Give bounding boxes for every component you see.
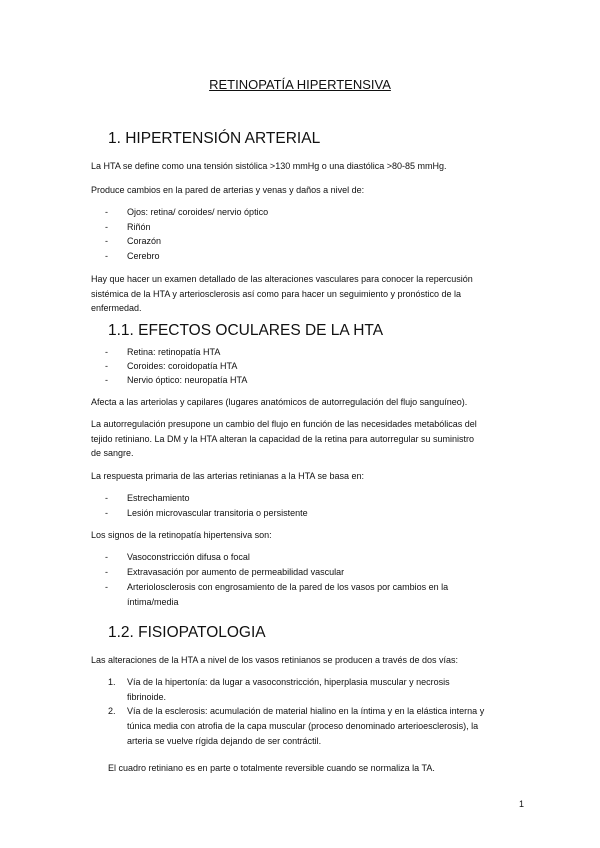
bullet-dash: -	[105, 361, 108, 371]
list-item: Nervio óptico: neuropatía HTA	[127, 375, 248, 385]
paragraph	[91, 272, 473, 316]
bullet-dash: -	[105, 552, 108, 562]
heading-fisiopatologia: 1.2. FISIOPATOLOGIA	[108, 624, 266, 641]
paragraph: Las alteraciones de la HTA a nivel de los vasos retinianos se producen a través de dos vías:	[91, 655, 459, 665]
bullet-dash: -	[105, 375, 108, 385]
bullet-dash: -	[105, 508, 108, 518]
list-item: Vía de la hipertonía: da lugar a vasoconstricción, hiperplasia muscular y necrosis	[127, 677, 450, 687]
paragraph	[91, 417, 477, 461]
list-item: arteria se vuelve rígida dejando de ser contráctil.	[127, 736, 322, 746]
paragraph: La respuesta primaria de las arterias retinianas a la HTA se basa en:	[91, 471, 364, 481]
list-item: Retina: retinopatía HTA	[127, 347, 221, 357]
heading-hipertension: 1. HIPERTENSIÓN ARTERIAL	[108, 130, 321, 147]
bullet-dash: -	[105, 567, 108, 577]
text-line: de sangre.	[91, 448, 134, 459]
list-item: Estrechamiento	[127, 493, 190, 503]
paragraph: Los signos de la retinopatía hipertensiva son:	[91, 530, 272, 540]
list-item: Corazón	[127, 236, 162, 246]
list-item: Coroides: coroidopatía HTA	[127, 361, 238, 371]
list-item: Arteriolosclerosis con engrosamiento de la pared de los vasos por cambios en la	[127, 582, 449, 592]
bullet-dash: -	[105, 207, 108, 217]
heading-efectos-oculares: 1.1. EFECTOS OCULARES DE LA HTA	[108, 322, 384, 339]
text-line: Hay que hacer un examen detallado de las alteraciones vasculares para conocer la repercusión	[91, 274, 473, 284]
bullet-dash: -	[105, 221, 108, 232]
document-title: RETINOPATÍA HIPERTENSIVA	[209, 77, 391, 92]
list-item: Riñón	[127, 221, 151, 232]
paragraph: Afecta a las arteriolas y capilares (lugares anatómicos de autorregulación del flujo sanguíneo).	[91, 397, 468, 407]
list-item: Vía de la esclerosis: acumulación de material hialino en la íntima y en la elástica interna y	[127, 706, 485, 716]
text-line: tejido retiniano. La DM y la HTA alteran la capacidad de la retina para autorregular su suministro	[91, 433, 475, 444]
list-item: Ojos: retina/ coroides/ nervio óptico	[127, 207, 269, 217]
paragraph: El cuadro retiniano es en parte o totalmente reversible cuando se normaliza la TA.	[108, 763, 435, 773]
text-line: La autorregulación presupone un cambio del flujo en función de las necesidades metabólicas del	[91, 419, 477, 429]
bullet-dash: -	[105, 236, 108, 246]
bullet-dash: -	[105, 250, 108, 261]
list-item: Cerebro	[127, 250, 160, 261]
bullet-dash: -	[105, 493, 108, 503]
list-item: fibrinoide.	[127, 692, 167, 702]
list-number: 2.	[108, 706, 116, 716]
list-item-continuation: íntima/media	[127, 597, 179, 607]
text-line: enfermedad.	[91, 303, 142, 314]
list-item: Extravasación por aumento de permeabilidad vascular	[127, 567, 345, 577]
list-number: 1.	[108, 677, 116, 687]
list-item: Vasoconstricción difusa o focal	[127, 552, 250, 562]
bullet-dash: -	[105, 347, 108, 357]
text-line: sistémica de la HTA y arteriosclerosis así como para hacer un seguimiento y pronóstico de la	[91, 288, 462, 299]
bullet-dash: -	[105, 582, 108, 592]
list-item: túnica media con atrofia de la capa muscular (proceso denominado arterioesclerosis), la	[127, 721, 479, 731]
paragraph: La HTA se define como una tensión sistólica >130 mmHg o una diastólica >80-85 mmHg.	[91, 161, 447, 171]
list-item: Lesión microvascular transitoria o persistente	[127, 508, 308, 518]
page-number: 1	[519, 799, 525, 809]
paragraph: Produce cambios en la pared de arterias y venas y daños a nivel de:	[91, 185, 365, 195]
